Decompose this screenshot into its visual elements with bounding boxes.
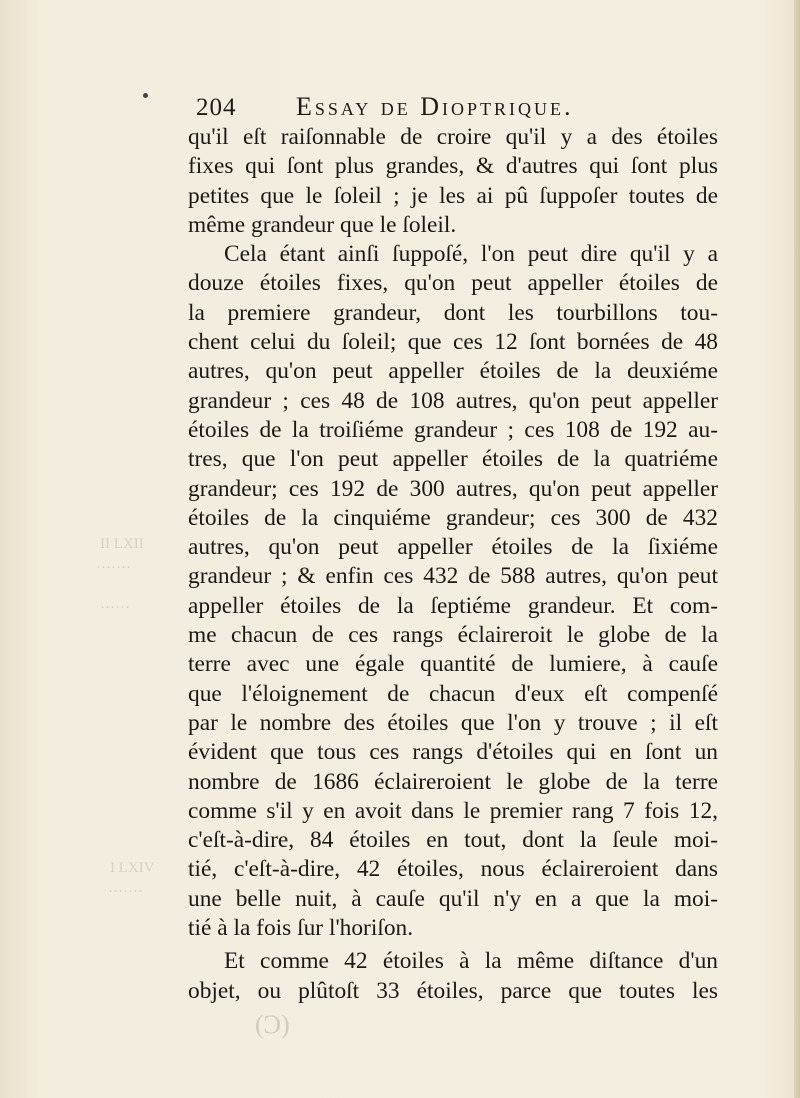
text-line: la premiere grandeur, dont les tourbillons tou- (188, 299, 718, 326)
running-title: Essay de Dioptrique. (296, 92, 574, 121)
text-line: petites que le ſoleil ; je les ai pû ſuppoſer toutes de (188, 182, 718, 209)
text-line: étoiles de la cinquiéme grandeur; ces 300 de 432 (188, 504, 718, 531)
text-line: autres, qu'on peut appeller étoiles de la deuxiéme (188, 358, 718, 385)
text-line: grandeur ; ces 48 de 108 autres, qu'on peut appeller (188, 387, 718, 414)
show-through-text: ······· (108, 884, 143, 900)
text-line: qu'il eſt raiſonnable de croire qu'il y a des étoiles (188, 124, 718, 150)
text-line: tié à la fois ſur l'horiſon. (188, 915, 414, 942)
show-through-text: (Ͻ) (255, 1010, 290, 1039)
text-line: évident que tous ces rangs d'étoiles qui en ſont un (188, 739, 718, 766)
text-line: tié, c'eſt-à-dire, 42 étoiles, nous éclaireroient dans (188, 856, 718, 883)
text-line: tres, que l'on peut appeller étoiles de la quatriéme (188, 446, 718, 473)
text-line: grandeur; ces 192 de 300 autres, qu'on peut appeller (188, 475, 718, 502)
show-through-text: ······ (100, 600, 130, 616)
page-edge (794, 0, 800, 1098)
text-line: même grandeur que le ſoleil. (188, 211, 457, 238)
show-through-text: II LXII (100, 536, 144, 552)
show-through-text: ······· (96, 560, 131, 576)
text-line: Cela étant ainſi ſuppoſé, l'on peut dire qu'il y a (224, 241, 718, 268)
text-line: chent celui du ſoleil; que ces 12 ſont bornées de 48 (188, 329, 718, 356)
text-line: étoiles de la troiſiéme grandeur ; ces 108 de 192 au- (188, 416, 718, 443)
text-line: grandeur ; & enfin ces 432 de 588 autres, qu'on peut (188, 563, 718, 590)
text-line: une belle nuit, à cauſe qu'il n'y en a que la moi- (188, 885, 718, 912)
text-line: objet, ou plûtoſt 33 étoiles, parce que toutes les (188, 977, 718, 1004)
text-line: comme s'il y en avoit dans le premier rang 7 fois 12, (188, 797, 718, 824)
text-line: par le nombre des étoiles que l'on y trouve ; il eſt (188, 709, 718, 736)
text-line: autres, qu'on peut appeller étoiles de la ſixiéme (188, 534, 718, 561)
show-through-text: I LXIV (110, 860, 155, 876)
text-line: appeller étoiles de la ſeptiéme grandeur. Et com- (188, 592, 718, 619)
text-line: nombre de 1686 éclaireroient le globe de la terre (188, 768, 718, 795)
text-line: fixes qui ſont plus grandes, & d'autres qui ſont plus (188, 153, 718, 180)
text-line: me chacun de ces rangs éclaireroit le globe de la (188, 622, 718, 649)
text-line: terre avec une égale quantité de lumiere, à cauſe (188, 651, 718, 678)
text-line: que l'éloignement de chacun d'eux eſt compenſé (188, 680, 718, 707)
page-number: 204 (196, 94, 237, 121)
ink-dot (143, 93, 148, 98)
text-line: douze étoiles fixes, qu'on peut appeller étoiles de (188, 270, 718, 297)
body-text (188, 123, 718, 1006)
text-line: Et comme 42 étoiles à la même diſtance d'un (224, 948, 718, 975)
text-line: c'eſt-à-dire, 84 étoiles en tout, dont la ſeule moi- (188, 827, 718, 854)
